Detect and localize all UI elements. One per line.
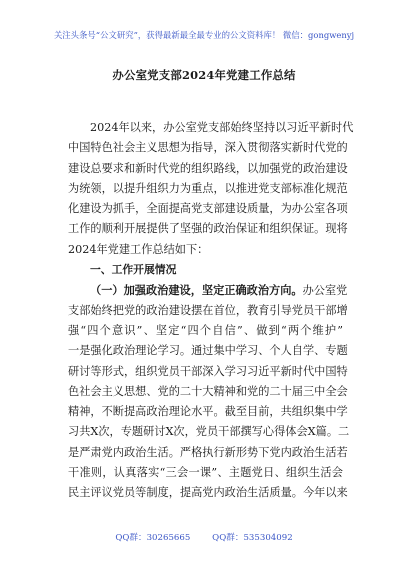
body-line: 支部始终把党的政治建设摆在首位，教育引导党员干部增 [68,303,348,317]
body-line: 色社会主义思想、党的二十大精神和党的二十届三中全会 [68,384,348,398]
body-line: 一是强化政治理论学习。通过集中学习、个人自学、专题 [68,344,348,358]
body-line: 精神，不断提高政治理论水平。截至目前，共组织集中学 [68,405,348,419]
subsection-heading: （一）加强政治建设，坚定正确政治方向。 [90,283,303,298]
subsection-text: 办公室党 [302,284,348,298]
intro-line: 2024年以来，办公室党支部始终坚持以习近平新时代 [90,121,354,134]
body-line: 习共X次，专题研讨X次，党员干部撰写心得体会X篇。二 [68,425,350,439]
intro-line: 工作的顺利开展提供了坚强的政治保证和组织保证。现将 [68,222,348,236]
footer-contact: QQ群：30265665 QQ群：535304092 [115,533,293,543]
body-line: 民主评议党员等制度，提高党内政治生活质量。今年以来 [68,486,348,500]
intro-line: 为统领，以提升组织力为重点，以推进党支部标准化规范 [68,181,348,195]
body-line: 干准则，认真落实“三会一课”、主题党日、组织生活会 [68,466,343,480]
subsection-first-line [68,280,348,300]
section-heading: 一、工作开展情况 [90,263,177,277]
document-title: 办公室党支部2024年党建工作总结 [112,68,296,82]
document-body [68,118,354,504]
intro-line: 2024年党建工作总结如下： [68,242,209,256]
body-line: 是严肃党内政治生活。严格执行新形势下党内政治生活若 [68,445,348,459]
body-line: 强“四个意识”、坚定“四个自信”、做到“两个维护” [68,323,343,337]
intro-line: 中国特色社会主义思想为指导，深入贯彻落实新时代党的 [68,141,348,155]
promo-banner: 关注头条号“公文研究”，获得最新最全最专业的公文资料库！ 微信：gongwenyj [53,30,355,40]
intro-line: 建设总要求和新时代党的组织路线，以加强党的政治建设 [68,161,348,175]
intro-line: 化建设为抓手，全面提高党支部建设质量，为办公室各项 [68,202,348,216]
body-line: 研讨等形式，组织党员干部深入学习习近平新时代中国特 [68,364,348,378]
